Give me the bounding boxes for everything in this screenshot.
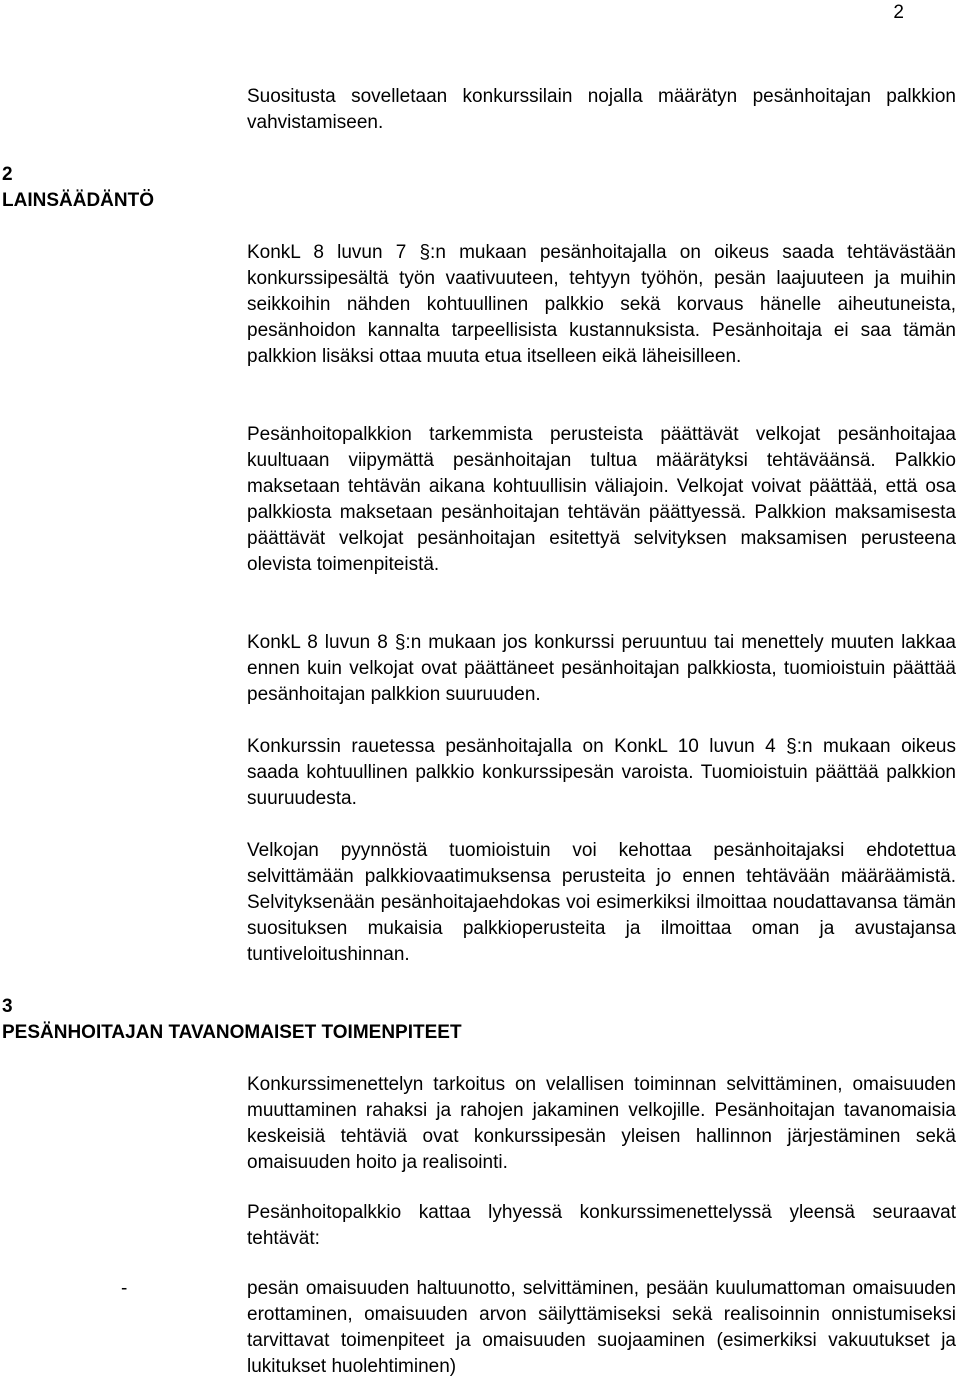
body-paragraph: Pesänhoitopalkkion tarkemmista perusteista päättävät velkojat pesänhoitajaa kuultuaan viipymättä pesänhoitajan tultua määrätyksi tehtäväänsä. Palkkio maksetaan tehtävän aikana kohtuullisin väliajoin. Velkojat voivat päättää, että osa palkkiosta maksetaan pesänhoitajan tehtävän päättyessä. Palkkion maksamisesta päättävät velkojat pesänhoitajan esitettyä selvityksen maksamisen perusteena olevista toimenpiteistä. [247, 424, 956, 575]
section-number: 2 [2, 164, 13, 185]
section-heading-2 [2, 162, 154, 214]
body-paragraph: Pesänhoitopalkkio kattaa lyhyessä konkurssimenettelyssä yleensä seuraavat tehtävät: [247, 1202, 956, 1249]
body-paragraph: Konkurssin rauetessa pesänhoitajalla on KonkL 10 luvun 4 §:n mukaan oikeus saada kohtuullinen palkkio konkurssipesän varoista. Tuomioistuin päättää palkkion suuruudesta. [247, 736, 956, 809]
section-heading-3 [2, 994, 462, 1046]
body-paragraph: KonkL 8 luvun 7 §:n mukaan pesänhoitajalla on oikeus saada tehtävästään konkurssipesältä työn vaativuuteen, tehtyyn työhön, pesän laajuuteen ja muihin seikkoihin nähden kohtuullinen palkkio sekä korvaus hänelle aiheutuneista, pesänhoidon kannalta tarpeellisista kustannuksista. Pesänhoitaja ei saa tämän palkkion lisäksi ottaa muuta etua itselleen eikä läheisilleen. [247, 242, 956, 367]
page-number: 2 [893, 2, 904, 23]
body-paragraph: KonkL 8 luvun 8 §:n mukaan jos konkurssi peruuntuu tai menettely muuten lakkaa ennen kuin velkojat ovat päättäneet pesänhoitajan palkkiosta, tuomioistuin päättää pesänhoitajan palkkion suuruuden. [247, 632, 956, 705]
body-paragraph: Konkurssimenettelyn tarkoitus on velallisen toiminnan selvittäminen, omaisuuden muuttaminen rahaksi ja rahojen jakaminen velkojille. Pesänhoitajan tavanomaisia keskeisiä tehtäviä ovat konkurssipesän yleisen hallinnon järjestäminen sekä omaisuuden hoito ja realisointi. [247, 1074, 956, 1173]
section-title: PESÄNHOITAJAN TAVANOMAISET TOIMENPITEET [2, 1022, 462, 1043]
section-title: LAINSÄÄDÄNTÖ [2, 190, 154, 211]
bullet-marker: - [121, 1278, 128, 1299]
body-paragraph: Velkojan pyynnöstä tuomioistuin voi kehottaa pesänhoitajaksi ehdotettua selvittämään palkkiovaatimuksensa perusteita jo ennen tehtävään määräämistä. Selvityksenään pesänhoitajaehdokas voi esimerkiksi ilmoittaa noudattavansa tämän suosituksen mukaisia palkkioperusteita ja ilmoittaa oman ja avustajansa tuntiveloitushinnan. [247, 840, 956, 965]
section-number: 3 [2, 996, 13, 1017]
intro-paragraph: Suositusta sovelletaan konkurssilain nojalla määrätyn pesänhoitajan palkkion vahvistamiseen. [247, 86, 956, 133]
list-item: pesän omaisuuden haltuunotto, selvittäminen, pesään kuulumattoman omaisuuden erottaminen, omaisuuden arvon säilyttämiseksi sekä realisoinnin onnistumiseksi tarvittavat toimenpiteet ja omaisuuden suojaaminen (esimerkiksi vakuutukset ja lukitukset huolehtiminen) [247, 1278, 956, 1377]
